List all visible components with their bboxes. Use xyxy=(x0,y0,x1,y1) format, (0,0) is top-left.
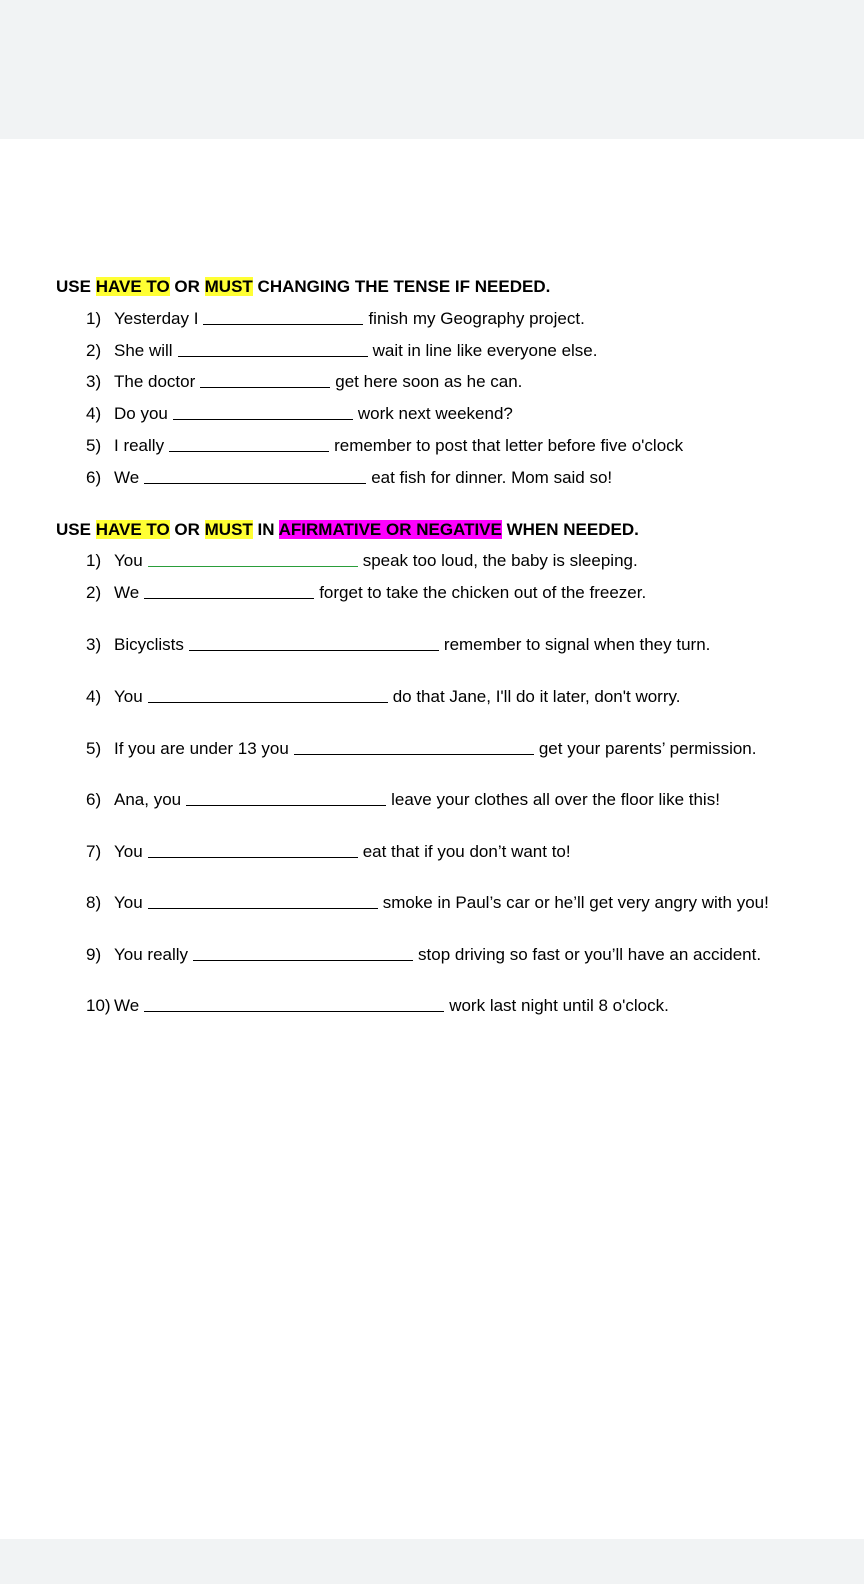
item-text-before: Yesterday I xyxy=(114,309,199,328)
highlight-must: MUST xyxy=(204,520,253,539)
exercise-item xyxy=(86,893,769,913)
item-text-before: I really xyxy=(114,436,165,455)
item-number: 5) xyxy=(86,739,102,758)
item-number: 5) xyxy=(86,436,102,455)
exercise-item xyxy=(86,842,571,862)
answer-blank[interactable] xyxy=(144,482,366,484)
highlight-affirmative-negative: AFIRMATIVE OR NEGATIVE xyxy=(278,520,502,539)
answer-blank[interactable] xyxy=(148,856,358,858)
exercise-item xyxy=(86,436,683,456)
answer-blank[interactable] xyxy=(148,907,378,909)
exercise-item xyxy=(86,341,598,361)
item-text-after: eat fish for dinner. Mom said so! xyxy=(371,468,613,487)
item-text-before: She will xyxy=(114,341,173,360)
item-number: 3) xyxy=(86,635,102,654)
item-text-after: finish my Geography project. xyxy=(368,309,585,328)
item-text-after: work next weekend? xyxy=(357,404,513,423)
item-text-before: The doctor xyxy=(114,372,196,391)
answer-blank[interactable] xyxy=(294,753,534,755)
item-text-before: We xyxy=(114,468,140,487)
section1-heading xyxy=(56,277,550,297)
item-text-before: You xyxy=(114,687,143,706)
exercise-item xyxy=(86,739,756,759)
item-text-after: stop driving so fast or you’ll have an accident. xyxy=(418,945,762,964)
item-text-before: You xyxy=(114,893,143,912)
heading-text: OR xyxy=(169,520,205,539)
heading-text: USE xyxy=(56,520,96,539)
item-text-before: You really xyxy=(114,945,189,964)
heading-text: CHANGING THE TENSE IF NEEDED. xyxy=(252,277,551,296)
exercise-item xyxy=(86,551,638,571)
document-page xyxy=(0,139,864,1539)
exercise-item xyxy=(86,635,710,655)
item-text-before: We xyxy=(114,583,140,602)
answer-blank[interactable] xyxy=(173,418,353,420)
item-text-after: get here soon as he can. xyxy=(335,372,523,391)
heading-text: IN xyxy=(252,520,279,539)
item-number: 2) xyxy=(86,583,102,602)
item-text-after: work last night until 8 o'clock. xyxy=(449,996,669,1015)
answer-blank[interactable] xyxy=(200,386,330,388)
heading-text: USE xyxy=(56,277,96,296)
item-text-before: You xyxy=(114,551,143,570)
highlight-have-to: HAVE TO xyxy=(95,520,170,539)
item-text-after: remember to post that letter before five o'clock xyxy=(334,436,684,455)
item-number: 4) xyxy=(86,404,102,423)
answer-blank[interactable] xyxy=(169,450,329,452)
item-text-before: If you are under 13 you xyxy=(114,739,289,758)
item-text-after: get your parents’ permission. xyxy=(538,739,757,758)
item-text-after: smoke in Paul’s car or he’ll get very angry with you! xyxy=(382,893,769,912)
answer-blank[interactable] xyxy=(144,1010,444,1012)
answer-blank[interactable] xyxy=(186,804,386,806)
item-number: 1) xyxy=(86,551,102,570)
item-number: 2) xyxy=(86,341,102,360)
highlight-have-to: HAVE TO xyxy=(95,277,170,296)
item-text-after: speak too loud, the baby is sleeping. xyxy=(362,551,638,570)
exercise-item xyxy=(86,996,669,1016)
exercise-item xyxy=(86,945,761,965)
item-text-before: You xyxy=(114,842,143,861)
item-number: 6) xyxy=(86,468,102,487)
item-number: 10) xyxy=(86,996,111,1015)
highlight-must: MUST xyxy=(204,277,253,296)
item-text-before: Bicyclists xyxy=(114,635,184,654)
heading-text: OR xyxy=(169,277,205,296)
answer-blank[interactable] xyxy=(148,565,358,567)
item-number: 4) xyxy=(86,687,102,706)
answer-blank[interactable] xyxy=(148,701,388,703)
item-text-after: forget to take the chicken out of the freezer. xyxy=(319,583,647,602)
answer-blank[interactable] xyxy=(178,355,368,357)
item-text-after: wait in line like everyone else. xyxy=(372,341,598,360)
item-text-after: eat that if you don’t want to! xyxy=(362,842,571,861)
exercise-item xyxy=(86,404,513,424)
item-number: 3) xyxy=(86,372,102,391)
answer-blank[interactable] xyxy=(193,959,413,961)
exercise-item xyxy=(86,583,646,603)
item-text-after: leave your clothes all over the floor like this! xyxy=(391,790,720,809)
exercise-item xyxy=(86,468,612,488)
item-text-before: We xyxy=(114,996,140,1015)
answer-blank[interactable] xyxy=(203,323,363,325)
item-text-after: do that Jane, I'll do it later, don't worry. xyxy=(392,687,681,706)
item-number: 7) xyxy=(86,842,102,861)
item-text-before: Ana, you xyxy=(114,790,182,809)
section2-heading xyxy=(56,520,639,540)
exercise-item xyxy=(86,790,720,810)
heading-text: WHEN NEEDED. xyxy=(501,520,639,539)
exercise-item xyxy=(86,687,680,707)
answer-blank[interactable] xyxy=(144,597,314,599)
answer-blank[interactable] xyxy=(189,649,439,651)
item-text-before: Do you xyxy=(114,404,168,423)
item-number: 1) xyxy=(86,309,102,328)
item-number: 6) xyxy=(86,790,102,809)
item-text-after: remember to signal when they turn. xyxy=(443,635,711,654)
exercise-item xyxy=(86,309,585,329)
item-number: 8) xyxy=(86,893,102,912)
item-number: 9) xyxy=(86,945,102,964)
exercise-item xyxy=(86,372,522,392)
